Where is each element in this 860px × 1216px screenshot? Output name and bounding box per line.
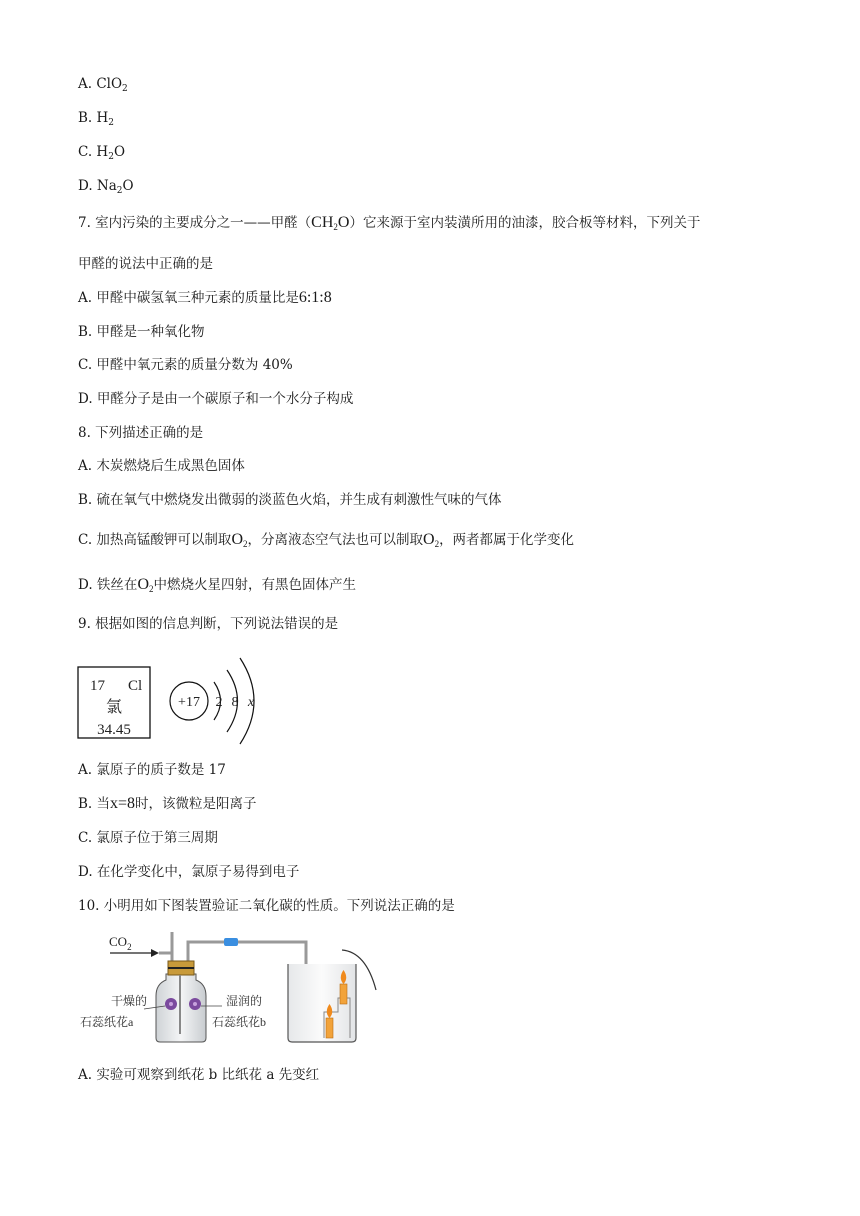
shell-electrons-3: x	[247, 695, 255, 710]
q9-option-b: B. 当x=8时，该微粒是阳离子	[78, 795, 257, 812]
q9-stem: 9. 根据如图的信息判断，下列说法错误的是	[78, 616, 339, 632]
q7-stem: 7. 室内污染的主要成分之一——甲醛$(CH_2O)$它来源于室内装潢所用的油漆，胶合板等材料，下列关于	[78, 214, 701, 232]
element-mass: 34.45	[97, 722, 131, 738]
q8-option-a: A. 木炭燃烧后生成黑色固体	[78, 458, 245, 474]
q9-option-d: D. 在化学变化中，氯原子易得到电子	[78, 864, 300, 880]
q7-option-a: A. 甲醛中碳氢氧三种元素的质量比是6:1:8	[78, 289, 332, 306]
q9-option-a: A. 氯原子的质子数是 17	[78, 762, 226, 778]
q7-option-d: D. 甲醛分子是由一个碳原子和一个水分子构成	[78, 391, 354, 407]
element-symbol: Cl	[128, 678, 143, 694]
q8-option-b: B. 硫在氧气中燃烧发出微弱的淡蓝色火焰，并生成有刺激性气味的气体	[78, 492, 502, 508]
q7-option-c: C. 甲醛中氧元素的质量分数为 40%	[78, 357, 293, 373]
element-name: 氯	[105, 699, 123, 716]
rubber-connector	[224, 938, 238, 946]
q6-option-b: B. $H_2$	[78, 110, 115, 128]
q8-stem: 8. 下列描述正确的是	[78, 425, 204, 441]
nucleus-charge: +17	[178, 695, 200, 710]
label-a-line2: 石蕊纸花a	[80, 1015, 134, 1029]
q7-stem-line2: 甲醛的说法中正确的是	[78, 256, 213, 272]
co2-arrow-head	[151, 949, 159, 957]
label-b-line2: 石蕊纸花b	[212, 1015, 267, 1029]
q7-option-b: B. 甲醛是一种氧化物	[78, 324, 205, 340]
paper-flower-a-center	[169, 1002, 173, 1006]
label-a-line1: 干燥的	[111, 994, 148, 1008]
q9-option-c: C. 氯原子位于第三周期	[78, 830, 218, 846]
q8-option-d: D. 铁丝在$O_2$中燃烧火星四射，有黑色固体产生	[78, 576, 356, 594]
q6-option-d: D. $Na_2O$	[78, 178, 134, 196]
shell-electrons-2: 8	[231, 695, 239, 710]
q8-option-c: C. 加热高锰酸钾可以制取$O_2$，分离液态空气法也可以制取$O_2$，两者都属于化学变化	[78, 531, 575, 549]
co2-label: $CO_2$	[109, 934, 132, 952]
shell-electrons-1: 2	[215, 695, 223, 710]
paper-flower-b-center	[193, 1002, 197, 1006]
q6-option-a: A. ClO$_2$	[78, 76, 128, 94]
q10-option-a: A. 实验可观察到纸花 b 比纸花 a 先变红	[78, 1067, 320, 1083]
label-b-line1: 湿润的	[226, 994, 263, 1008]
q10-stem: 10. 小明用如下图装置验证二氧化碳的性质。下列说法正确的是	[78, 898, 455, 914]
chlorine-figure	[76, 650, 276, 746]
candle-lower	[326, 1018, 333, 1038]
candle-upper	[340, 984, 347, 1004]
q6-option-c: C. $H_2O$	[78, 144, 126, 162]
element-number: 17	[90, 678, 105, 694]
co2-apparatus-figure	[76, 926, 386, 1046]
